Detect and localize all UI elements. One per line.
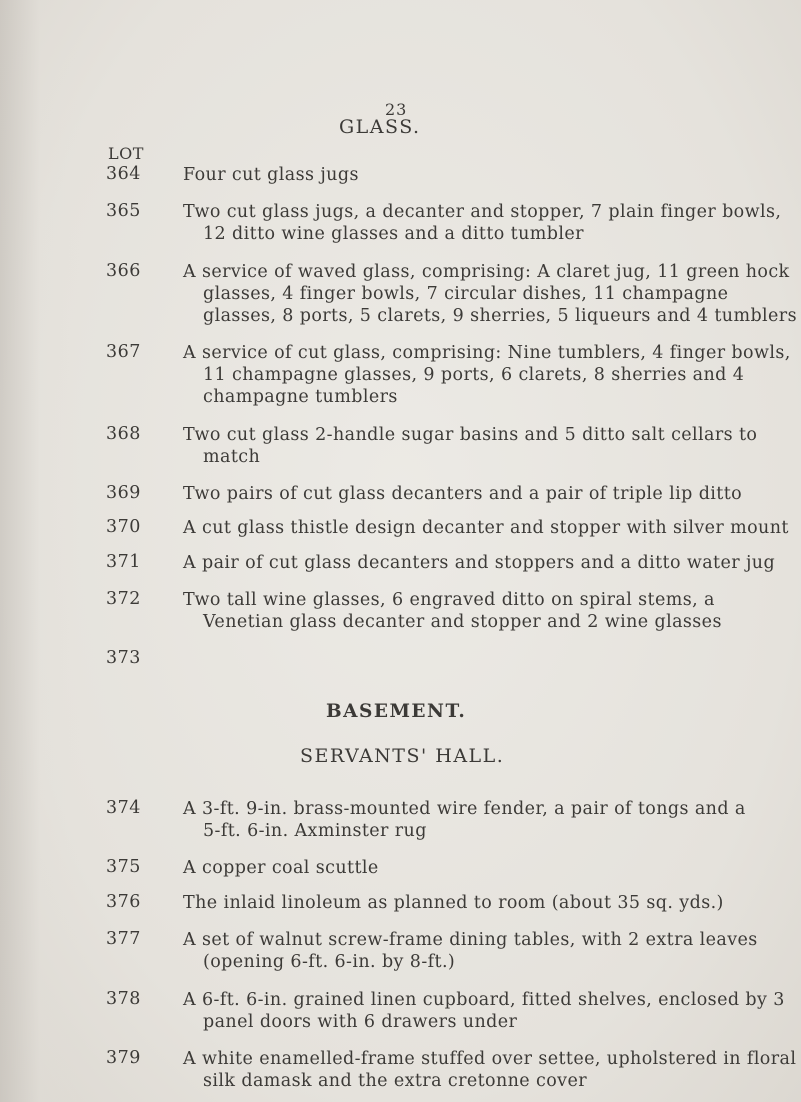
lot-description-line: Two pairs of cut glass decanters and a pair of triple lip ditto (183, 484, 743, 504)
lot-description (183, 892, 783, 914)
lot-description (183, 517, 789, 539)
lot-number: 373 (106, 648, 141, 668)
lot-description-line: Two cut glass 2-handle sugar basins and 5 ditto salt cellars to (183, 425, 758, 445)
lot-description-line: 11 champagne glasses, 9 ports, 6 clarets, 8 sherries and 4 (203, 365, 745, 385)
lot-number: 379 (106, 1048, 141, 1068)
lot-description-line: A set of walnut screw-frame dining tables, with 2 extra leaves (183, 930, 758, 950)
lot-description (183, 798, 783, 842)
lot-description (183, 483, 783, 505)
lot-description-line: A cut glass thistle design decanter and stopper with silver mount (183, 518, 789, 538)
lot-description (183, 424, 783, 468)
lot-number: 365 (106, 201, 141, 221)
lot-description-line: match (203, 447, 261, 467)
lot-description (183, 1048, 797, 1092)
lot-description-line: A pair of cut glass decanters and stoppers and a ditto water jug (183, 553, 776, 573)
lot-description-line: A 6-ft. 6-in. grained linen cupboard, fitted shelves, enclosed by 3 (183, 990, 785, 1010)
lot-description-line: Venetian glass decanter and stopper and 2 wine glasses (203, 612, 722, 632)
lot-description-line: Two tall wine glasses, 6 engraved ditto on spiral stems, a (183, 590, 715, 610)
lot-number: 366 (106, 261, 141, 281)
lot-description-line: (opening 6-ft. 6-in. by 8-ft.) (203, 952, 456, 972)
lot-number: 371 (106, 552, 141, 572)
lot-number: 376 (106, 892, 141, 912)
lot-number: 377 (106, 929, 141, 949)
lot-description (183, 164, 783, 186)
lot-description-line: A white enamelled-frame stuffed over settee, upholstered in floral (183, 1049, 797, 1069)
lot-description-line: 12 ditto wine glasses and a ditto tumbler (203, 224, 584, 244)
lot-number: 372 (106, 589, 141, 609)
section-heading-basement: BASEMENT. (326, 701, 467, 722)
lot-description (183, 201, 783, 245)
lot-description (183, 929, 783, 973)
lot-number: 370 (106, 517, 141, 537)
lot-number: 364 (106, 164, 141, 184)
lot-number: 375 (106, 857, 141, 877)
lot-number: 378 (106, 989, 141, 1009)
section-heading-glass: GLASS. (339, 116, 421, 138)
lot-description-line: The inlaid linoleum as planned to room (about 35 sq. yds.) (183, 893, 724, 913)
lot-description-line: A copper coal scuttle (183, 858, 379, 878)
lot-description (183, 261, 797, 327)
lot-description (183, 989, 783, 1033)
lot-description-line: Four cut glass jugs (183, 165, 359, 185)
lot-column-header: LOT (108, 144, 144, 163)
lot-description (183, 552, 783, 574)
lot-description (183, 589, 783, 633)
lot-description-line: A service of cut glass, comprising: Nine tumblers, 4 finger bowls, (183, 343, 791, 363)
lot-description-line: champagne tumblers (203, 387, 398, 407)
lot-description-line: glasses, 4 finger bowls, 7 circular dishes, 11 champagne (203, 284, 729, 304)
lot-description (183, 342, 791, 408)
lot-description-line: panel doors with 6 drawers under (203, 1012, 518, 1032)
lot-description-line: A service of waved glass, comprising: A claret jug, 11 green hock (183, 262, 790, 282)
lot-description-line: glasses, 8 ports, 5 clarets, 9 sherries, 5 liqueurs and 4 tumblers (203, 306, 797, 326)
lot-description (183, 857, 783, 879)
section-heading-servants-hall: SERVANTS' HALL. (300, 745, 505, 767)
lot-number: 374 (106, 798, 141, 818)
lot-description-line: silk damask and the extra cretonne cover (203, 1071, 587, 1091)
lot-description-line: Two cut glass jugs, a decanter and stopper, 7 plain finger bowls, (183, 202, 782, 222)
lot-number: 367 (106, 342, 141, 362)
page-number: 23 (385, 100, 408, 119)
lot-number: 368 (106, 424, 141, 444)
lot-description-line: A 3-ft. 9-in. brass-mounted wire fender, a pair of tongs and a (183, 799, 746, 819)
lot-number: 369 (106, 483, 141, 503)
lot-description-line: 5-ft. 6-in. Axminster rug (203, 821, 427, 841)
